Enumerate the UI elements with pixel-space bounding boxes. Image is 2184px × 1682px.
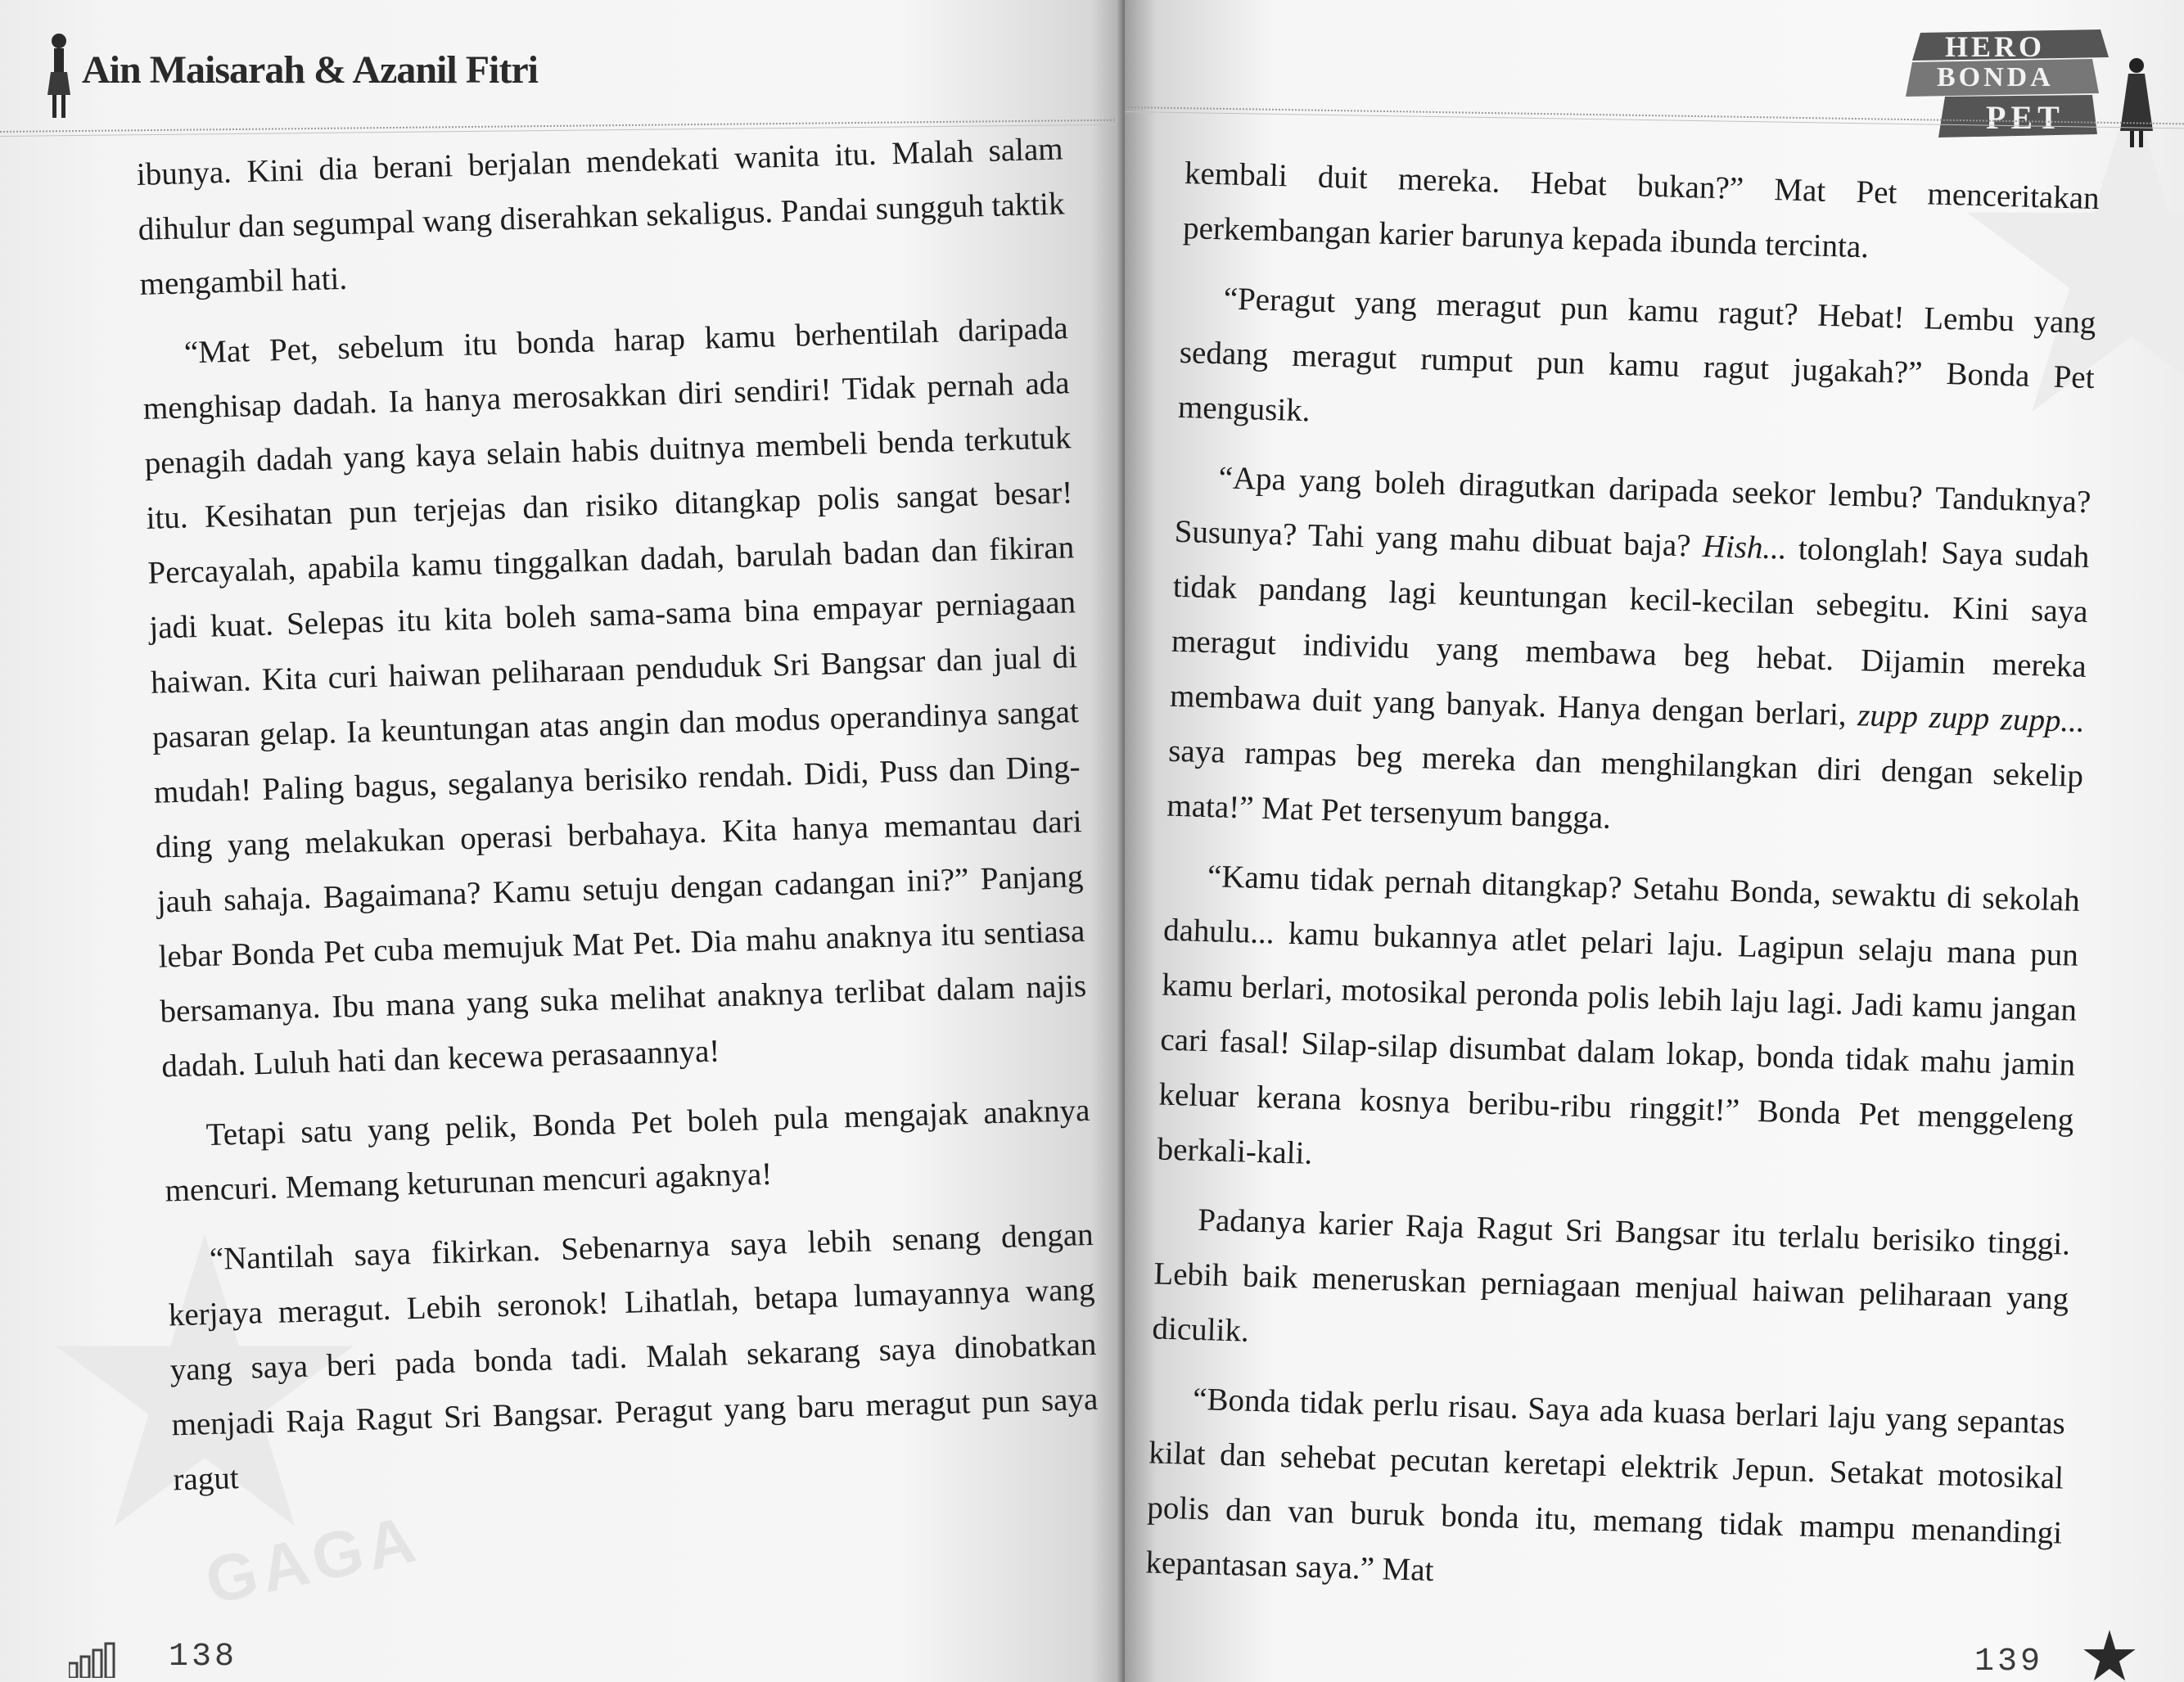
star-icon xyxy=(2082,1629,2137,1682)
paragraph: “Kamu tidak pernah ditangkap? Setahu Bonda, sewaktu di sekolah dahulu... kamu bukannya atlet pelari laju. Lagipun selaju mana pun kamu berlari, motosikal peronda polis lebih laju lagi. Jadi kamu jangan cari fasal! Silap-silap disumbat dalam lokap, bonda tidak mahu jamin keluar kerana kosnya beribu-ribu ringgit!” Bonda Pet menggeleng berkali-kali. xyxy=(1157,859,2081,1171)
left-body-text xyxy=(136,121,1100,1522)
paragraph: “Bonda tidak perlu risau. Saya ada kuasa berlari laju yang sepantas kilat dan sehebat pecutan keretapi elektrik Jepun. Setakat motosikal polis dan van buruk bonda itu, memang tidak mampu menandingi kepantasan saya.” Mat xyxy=(1145,1381,2066,1589)
right-body-text xyxy=(1144,146,2100,1630)
right-page xyxy=(1125,0,2184,1682)
paragraph xyxy=(1166,449,2092,859)
italic-text: Hish... xyxy=(1702,528,1788,566)
page-number: 138 xyxy=(169,1639,238,1675)
logo-word-hero: HERO xyxy=(1945,30,2046,63)
text-run: “Apa yang boleh diragutkan daripada seekor lembu? Tanduknya? Susunya? Tahi yang mahu dibuat baja? xyxy=(1174,460,2091,564)
girl-figure-icon xyxy=(43,31,75,125)
paragraph: “Peragut yang meragut pun kamu ragut? Hebat! Lembu yang sedang meragut rumput pun kamu ragut jugakah?” Bonda Pet mengusik. xyxy=(1177,281,2096,429)
text-run: saya rampas beg mereka dan menghilangkan diri dengan sekelip mata!” Mat Pet tersenyum bangga. xyxy=(1166,733,2084,836)
italic-text: zupp zupp zupp... xyxy=(1857,697,2086,739)
page-number: 139 xyxy=(1974,1644,2044,1680)
text-run: tolonglah! Saya sudah tidak pandang lagi keuntungan kecil-kecilan sebegitu. Kini saya meragut individu yang membawa beg hebat. Dijamin mereka membawa duit yang banyak. Hanya dengan berlari, xyxy=(1169,530,2090,733)
paragraph: “Nantilah saya fikirkan. Sebenarnya saya lebih senang dengan kerjaya meragut. Lebih seronok! Lihatlah, betapa lumayannya wang yang saya beri pada bonda tadi. Malah sekarang saya dinobatkan menjadi Raja Ragut Sri Bangsar. Peragut yang baru meragut pun saya ragut xyxy=(168,1216,1099,1498)
paragraph: “Mat Pet, sebelum itu bonda harap kamu berhentilah daripada menghisap dadah. Ia hanya merosakkan diri sendiri! Tidak pernah ada penagih dadah yang kaya selain habis duitnya membeli benda terkutuk itu. Kesihatan pun terjejas dan risiko ditangkap polis sangat besar! Percayalah, apabila kamu tinggalkan dadah, barulah badan dan fikiran jadi kuat. Selepas itu kita boleh sama-sama bina empayar perniagaan haiwan. Kita curi haiwan peliharaan penduduk Sri Bangsar dan jual di pasaran gelap. Ia keuntungan atas angin dan modus operandinya sangat mudah! Paling bagus, segalanya berisiko rendah. Didi, Puss dan Ding-ding yang melakukan operasi berbahaya. Kita hanya memantau dari jauh sahaja. Bagaimana? Kamu setuju dengan cadangan ini?” Panjang lebar Bonda Pet cuba memujuk Mat Pet. Dia mahu anaknya itu sentiasa bersamanya. Ibu mana yang suka melihat anaknya terlibat dalam najis dadah. Luluh hati dan kecewa perasaannya! xyxy=(142,310,1087,1085)
paragraph: Padanya karier Raja Ragut Sri Bangsar itu terlalu berisiko tinggi. Lebih baik meneruskan perniagaan menjual haiwan peliharaan yang diculik. xyxy=(1152,1202,2071,1349)
paragraph: Tetapi satu yang pelik, Bonda Pet boleh pula mengajak anaknya mencuri. Memang keturunan mencuri agaknya! xyxy=(165,1092,1090,1209)
logo-word-pet: PET xyxy=(1986,99,2064,136)
paragraph: ibunya. Kini dia berani berjalan mendekati wanita itu. Malah salam dihulur dan segumpal wang diserahkan sekaligus. Pandai sungguh taktik mengambil hati. xyxy=(136,131,1065,302)
watermark-text: GAGA xyxy=(199,1501,426,1618)
logo-word-bonda: BONDA xyxy=(1937,62,2054,92)
running-head-authors: Ain Maisarah & Azanil Fitri xyxy=(82,48,538,92)
series-logo xyxy=(1888,25,2166,147)
page-bars-icon xyxy=(69,1640,126,1682)
paragraph: kembali duit mereka. Hebat bukan?” Mat Pet menceritakan perkembangan karier barunya kepada ibunda tercinta. xyxy=(1182,155,2101,265)
